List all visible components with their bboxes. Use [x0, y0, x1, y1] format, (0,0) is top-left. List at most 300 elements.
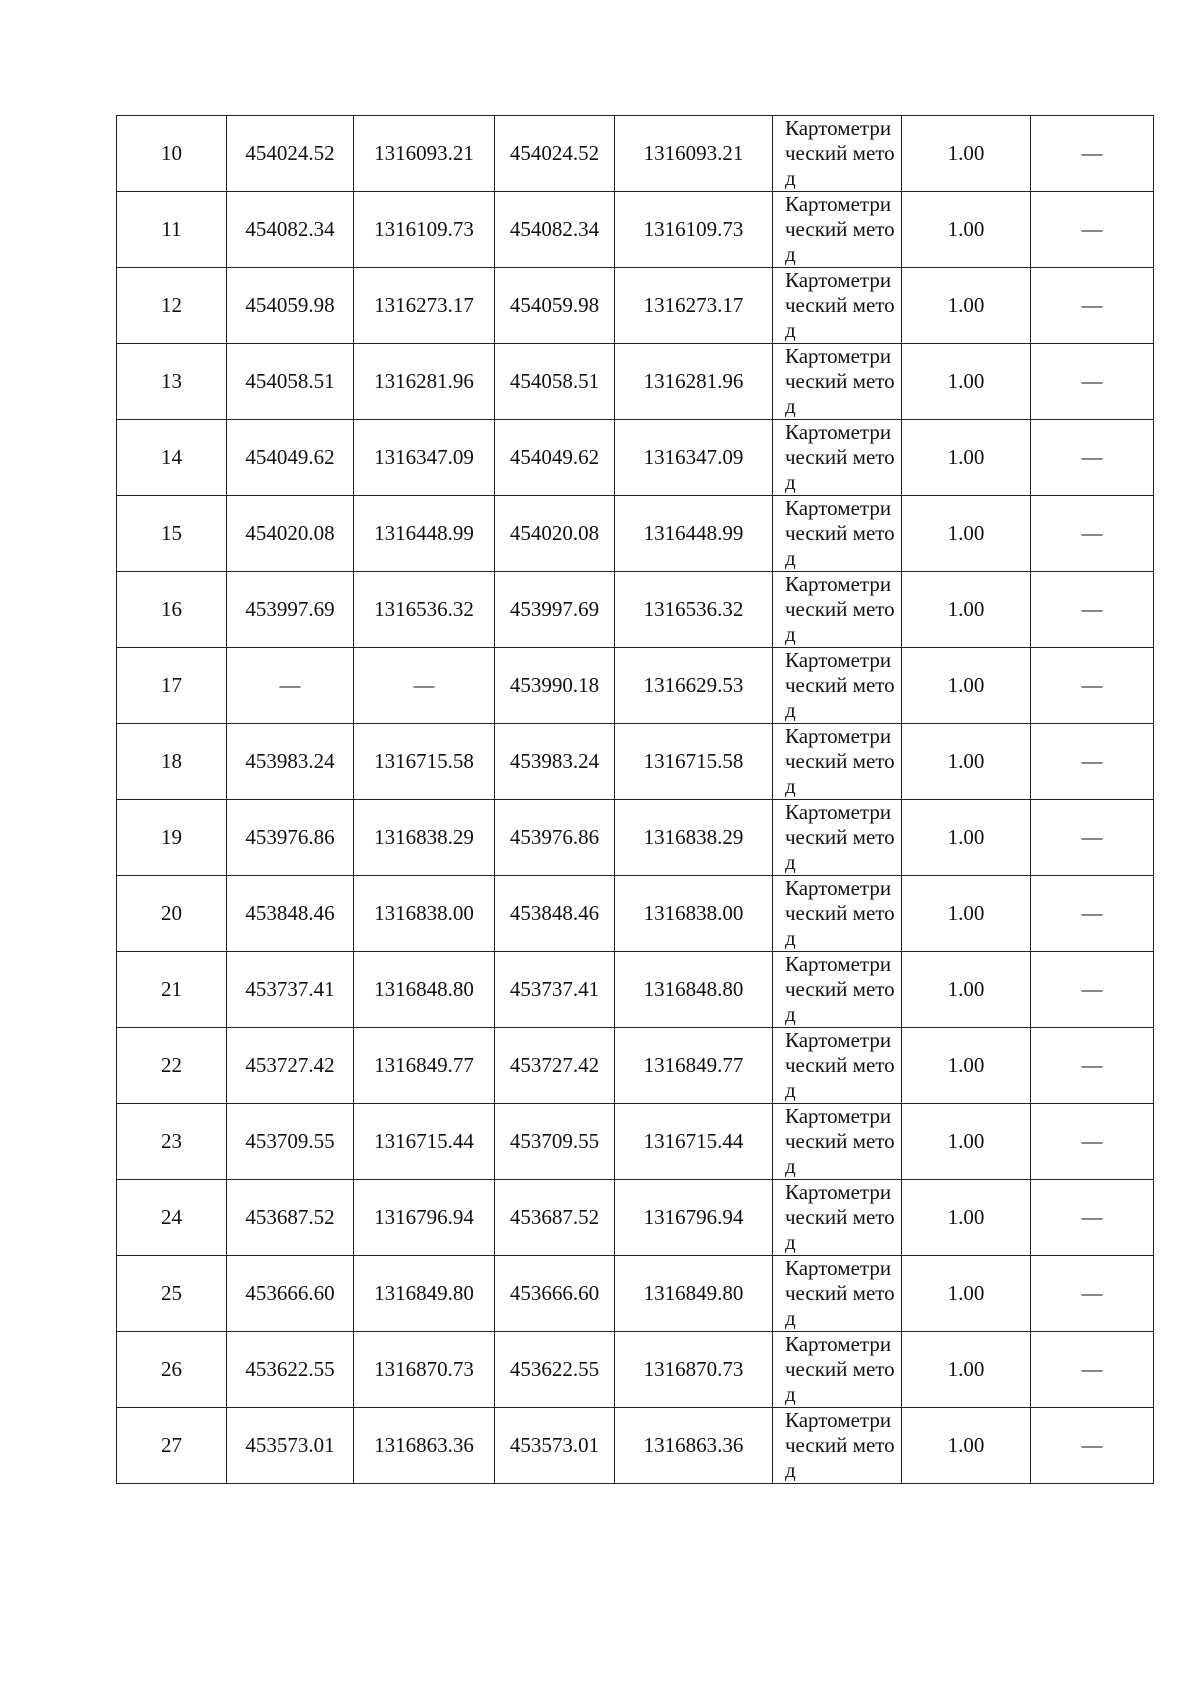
accuracy-cell [902, 1256, 1031, 1332]
method-cell [773, 876, 902, 952]
table-row [117, 1180, 1154, 1256]
method-cell [773, 420, 902, 496]
note-cell [1031, 344, 1154, 420]
accuracy-value: 1.00 [947, 977, 985, 1001]
note-cell [1031, 496, 1154, 572]
point-number-value: 10 [161, 141, 182, 165]
accuracy-value: 1.00 [947, 1357, 985, 1381]
note-value: — [1081, 1129, 1103, 1153]
refined-x-value: 453983.24 [509, 749, 600, 773]
existing-x-cell [227, 724, 354, 800]
existing-y-cell [354, 344, 495, 420]
method-cell [773, 1408, 902, 1484]
refined-x-value: 453687.52 [509, 1205, 600, 1229]
existing-y-cell [354, 952, 495, 1028]
refined-y-cell [615, 1104, 773, 1180]
method-cell [773, 1256, 902, 1332]
refined-x-cell [495, 1104, 615, 1180]
note-value: — [1081, 749, 1103, 773]
point-number-cell [117, 420, 227, 496]
refined-y-cell [615, 800, 773, 876]
method-text: Картометрический метод [785, 496, 895, 570]
refined-y-value: 1316273.17 [643, 293, 744, 317]
refined-x-value: 453976.86 [509, 825, 600, 849]
table-row [117, 1028, 1154, 1104]
accuracy-cell [902, 800, 1031, 876]
point-number-cell [117, 1180, 227, 1256]
method-cell [773, 724, 902, 800]
existing-y-value: 1316848.80 [374, 977, 474, 1001]
point-number-cell [117, 1104, 227, 1180]
existing-y-value: 1316849.77 [374, 1053, 474, 1077]
existing-x-value: 453997.69 [245, 597, 335, 621]
point-number-value: 24 [161, 1205, 182, 1229]
refined-x-value: 454058.51 [509, 369, 600, 393]
note-value: — [1081, 1205, 1103, 1229]
table-row [117, 1408, 1154, 1484]
point-number-cell [117, 1332, 227, 1408]
point-number-value: 20 [161, 901, 182, 925]
refined-x-value: 454059.98 [509, 293, 600, 317]
refined-y-cell [615, 420, 773, 496]
refined-x-value: 454049.62 [509, 445, 600, 469]
note-cell [1031, 1180, 1154, 1256]
point-number-cell [117, 1408, 227, 1484]
note-cell [1031, 116, 1154, 192]
refined-x-value: 453737.41 [509, 977, 600, 1001]
method-text: Картометрический метод [785, 1104, 895, 1178]
table-row [117, 952, 1154, 1028]
note-value: — [1081, 1433, 1103, 1457]
method-text: Картометрический метод [785, 572, 895, 646]
note-value: — [1081, 293, 1103, 317]
accuracy-value: 1.00 [947, 1205, 985, 1229]
existing-y-value: 1316448.99 [374, 521, 474, 545]
existing-x-value: 453622.55 [245, 1357, 335, 1381]
method-text: Картометрический метод [785, 1180, 895, 1254]
note-value: — [1081, 1357, 1103, 1381]
point-number-cell [117, 344, 227, 420]
point-number-value: 12 [161, 293, 182, 317]
accuracy-value: 1.00 [947, 521, 985, 545]
note-cell [1031, 1256, 1154, 1332]
method-text: Картометрический метод [785, 952, 895, 1026]
note-cell [1031, 1104, 1154, 1180]
refined-x-cell [495, 192, 615, 268]
refined-x-value: 453622.55 [509, 1357, 600, 1381]
refined-x-cell [495, 952, 615, 1028]
accuracy-value: 1.00 [947, 825, 985, 849]
existing-x-cell [227, 800, 354, 876]
refined-y-cell [615, 1332, 773, 1408]
refined-x-cell [495, 1256, 615, 1332]
refined-x-value: 454024.52 [509, 141, 600, 165]
existing-x-value: 454049.62 [245, 445, 335, 469]
existing-x-cell [227, 1104, 354, 1180]
refined-x-value: 453709.55 [509, 1129, 600, 1153]
refined-y-value: 1316281.96 [643, 369, 744, 393]
accuracy-cell [902, 648, 1031, 724]
note-cell [1031, 1332, 1154, 1408]
refined-y-value: 1316715.44 [643, 1129, 744, 1153]
note-cell [1031, 1408, 1154, 1484]
refined-y-value: 1316109.73 [643, 217, 744, 241]
point-number-value: 14 [161, 445, 182, 469]
accuracy-cell [902, 344, 1031, 420]
refined-x-value: 454082.34 [509, 217, 600, 241]
accuracy-cell [902, 724, 1031, 800]
refined-x-cell [495, 116, 615, 192]
method-cell [773, 344, 902, 420]
point-number-value: 25 [161, 1281, 182, 1305]
existing-x-cell [227, 344, 354, 420]
existing-y-value: 1316715.44 [374, 1129, 474, 1153]
existing-x-value: 454024.52 [245, 141, 335, 165]
existing-y-value: 1316093.21 [374, 141, 474, 165]
existing-y-value: 1316870.73 [374, 1357, 474, 1381]
existing-y-value: 1316536.32 [374, 597, 474, 621]
existing-x-value: 453709.55 [245, 1129, 335, 1153]
refined-y-cell [615, 1180, 773, 1256]
existing-x-value: 454082.34 [245, 217, 335, 241]
accuracy-cell [902, 116, 1031, 192]
refined-y-value: 1316093.21 [643, 141, 744, 165]
existing-y-cell [354, 1408, 495, 1484]
existing-x-cell [227, 496, 354, 572]
refined-y-cell [615, 648, 773, 724]
accuracy-value: 1.00 [947, 597, 985, 621]
method-text: Картометрический метод [785, 876, 895, 950]
existing-y-value: 1316838.29 [374, 825, 474, 849]
point-number-cell [117, 876, 227, 952]
refined-y-value: 1316863.36 [643, 1433, 744, 1457]
existing-x-value: 453976.86 [245, 825, 335, 849]
existing-y-cell [354, 496, 495, 572]
accuracy-value: 1.00 [947, 1281, 985, 1305]
refined-x-cell [495, 1408, 615, 1484]
accuracy-cell [902, 268, 1031, 344]
method-text: Картометрический метод [785, 1332, 895, 1406]
accuracy-cell [902, 1104, 1031, 1180]
refined-y-cell [615, 268, 773, 344]
note-cell [1031, 724, 1154, 800]
existing-x-value: 453727.42 [245, 1053, 335, 1077]
existing-y-cell [354, 1332, 495, 1408]
method-text: Картометрический метод [785, 420, 895, 494]
existing-y-cell [354, 876, 495, 952]
refined-y-value: 1316448.99 [643, 521, 744, 545]
existing-y-cell [354, 192, 495, 268]
point-number-value: 21 [161, 977, 182, 1001]
note-value: — [1081, 1281, 1103, 1305]
existing-x-cell [227, 192, 354, 268]
existing-x-cell [227, 1408, 354, 1484]
note-value: — [1081, 521, 1103, 545]
note-cell [1031, 268, 1154, 344]
point-number-value: 22 [161, 1053, 182, 1077]
existing-y-cell [354, 1104, 495, 1180]
refined-x-value: 453997.69 [509, 597, 600, 621]
refined-x-cell [495, 572, 615, 648]
existing-x-cell [227, 116, 354, 192]
refined-y-value: 1316838.29 [643, 825, 744, 849]
accuracy-value: 1.00 [947, 141, 985, 165]
refined-y-cell [615, 496, 773, 572]
existing-y-value: 1316273.17 [374, 293, 474, 317]
refined-y-cell [615, 724, 773, 800]
existing-y-cell [354, 800, 495, 876]
table-row [117, 1104, 1154, 1180]
refined-y-cell [615, 876, 773, 952]
method-text: Картометрический метод [785, 1028, 895, 1102]
point-number-value: 18 [161, 749, 182, 773]
refined-y-value: 1316838.00 [643, 901, 744, 925]
refined-x-cell [495, 268, 615, 344]
accuracy-value: 1.00 [947, 1053, 985, 1077]
accuracy-cell [902, 1408, 1031, 1484]
refined-x-value: 453990.18 [509, 673, 600, 697]
refined-y-value: 1316848.80 [643, 977, 744, 1001]
note-value: — [1081, 445, 1103, 469]
method-cell [773, 1028, 902, 1104]
existing-y-cell [354, 116, 495, 192]
refined-y-value: 1316536.32 [643, 597, 744, 621]
method-cell [773, 268, 902, 344]
note-value: — [1081, 597, 1103, 621]
point-number-cell [117, 572, 227, 648]
accuracy-value: 1.00 [947, 369, 985, 393]
point-number-cell [117, 952, 227, 1028]
existing-x-value: 454058.51 [245, 369, 335, 393]
existing-y-cell [354, 1028, 495, 1104]
refined-y-cell [615, 572, 773, 648]
note-cell [1031, 800, 1154, 876]
existing-y-cell [354, 1180, 495, 1256]
table-row [117, 116, 1154, 192]
method-cell [773, 572, 902, 648]
refined-x-value: 454020.08 [509, 521, 600, 545]
coordinates-table [116, 115, 1154, 1484]
point-number-cell [117, 192, 227, 268]
note-cell [1031, 952, 1154, 1028]
existing-y-cell [354, 1256, 495, 1332]
existing-x-cell [227, 1180, 354, 1256]
note-value: — [1081, 977, 1103, 1001]
existing-x-cell [227, 572, 354, 648]
table-row [117, 496, 1154, 572]
note-cell [1031, 1028, 1154, 1104]
existing-y-value: 1316347.09 [374, 445, 474, 469]
existing-x-cell [227, 420, 354, 496]
accuracy-cell [902, 1180, 1031, 1256]
method-cell [773, 800, 902, 876]
refined-x-cell [495, 1332, 615, 1408]
refined-y-value: 1316796.94 [643, 1205, 744, 1229]
existing-y-cell [354, 572, 495, 648]
refined-y-value: 1316347.09 [643, 445, 744, 469]
method-cell [773, 1332, 902, 1408]
existing-y-value: 1316838.00 [374, 901, 474, 925]
point-number-value: 27 [161, 1433, 182, 1457]
refined-x-cell [495, 420, 615, 496]
existing-y-value: 1316281.96 [374, 369, 474, 393]
accuracy-cell [902, 876, 1031, 952]
refined-y-cell [615, 1028, 773, 1104]
refined-x-value: 453573.01 [509, 1433, 600, 1457]
point-number-cell [117, 1256, 227, 1332]
accuracy-value: 1.00 [947, 749, 985, 773]
note-value: — [1081, 141, 1103, 165]
method-cell [773, 496, 902, 572]
existing-x-value: 454020.08 [245, 521, 335, 545]
table-row [117, 800, 1154, 876]
refined-x-cell [495, 1028, 615, 1104]
point-number-value: 26 [161, 1357, 182, 1381]
point-number-cell [117, 724, 227, 800]
accuracy-cell [902, 192, 1031, 268]
table-row [117, 648, 1154, 724]
existing-x-cell [227, 268, 354, 344]
existing-x-cell [227, 648, 354, 724]
refined-x-cell [495, 648, 615, 724]
table-row [117, 268, 1154, 344]
accuracy-cell [902, 572, 1031, 648]
note-value: — [1081, 217, 1103, 241]
point-number-cell [117, 1028, 227, 1104]
accuracy-value: 1.00 [947, 293, 985, 317]
existing-y-cell [354, 420, 495, 496]
existing-y-cell [354, 648, 495, 724]
accuracy-value: 1.00 [947, 673, 985, 697]
existing-y-value: 1316715.58 [374, 749, 474, 773]
note-cell [1031, 572, 1154, 648]
refined-y-value: 1316849.80 [643, 1281, 744, 1305]
note-cell [1031, 192, 1154, 268]
existing-x-cell [227, 876, 354, 952]
refined-y-value: 1316629.53 [643, 673, 744, 697]
refined-x-cell [495, 344, 615, 420]
existing-x-value: 453687.52 [245, 1205, 335, 1229]
refined-y-cell [615, 952, 773, 1028]
point-number-cell [117, 648, 227, 724]
table-row [117, 344, 1154, 420]
accuracy-value: 1.00 [947, 1433, 985, 1457]
method-text: Картометрический метод [785, 268, 895, 342]
existing-y-cell [354, 724, 495, 800]
method-text: Картометрический метод [785, 192, 895, 266]
method-cell [773, 116, 902, 192]
refined-y-cell [615, 1256, 773, 1332]
note-cell [1031, 648, 1154, 724]
refined-x-cell [495, 800, 615, 876]
existing-x-cell [227, 1332, 354, 1408]
accuracy-value: 1.00 [947, 445, 985, 469]
table-row [117, 420, 1154, 496]
point-number-value: 17 [161, 673, 182, 697]
accuracy-cell [902, 496, 1031, 572]
point-number-value: 15 [161, 521, 182, 545]
refined-x-value: 453666.60 [509, 1281, 600, 1305]
accuracy-cell [902, 1028, 1031, 1104]
accuracy-cell [902, 952, 1031, 1028]
refined-y-value: 1316715.58 [643, 749, 744, 773]
table-row [117, 724, 1154, 800]
note-cell [1031, 420, 1154, 496]
existing-y-value: 1316109.73 [374, 217, 474, 241]
accuracy-value: 1.00 [947, 1129, 985, 1153]
table-row [117, 572, 1154, 648]
table-row [117, 1256, 1154, 1332]
existing-x-cell [227, 952, 354, 1028]
refined-y-cell [615, 192, 773, 268]
point-number-cell [117, 116, 227, 192]
existing-x-value: 453983.24 [245, 749, 335, 773]
table-row [117, 876, 1154, 952]
point-number-cell [117, 496, 227, 572]
accuracy-value: 1.00 [947, 217, 985, 241]
existing-x-value: 453848.46 [245, 901, 335, 925]
method-cell [773, 1180, 902, 1256]
method-cell [773, 648, 902, 724]
point-number-value: 11 [161, 217, 182, 241]
method-text: Картометрический метод [785, 800, 895, 874]
refined-x-cell [495, 876, 615, 952]
refined-y-cell [615, 116, 773, 192]
refined-y-value: 1316849.77 [643, 1053, 744, 1077]
method-text: Картометрический метод [785, 116, 895, 190]
accuracy-cell [902, 1332, 1031, 1408]
method-text: Картометрический метод [785, 1256, 895, 1330]
existing-x-value: 453573.01 [245, 1433, 335, 1457]
point-number-value: 19 [161, 825, 182, 849]
existing-x-value: — [279, 673, 301, 697]
method-text: Картометрический метод [785, 648, 895, 722]
table-row [117, 1332, 1154, 1408]
existing-x-cell [227, 1256, 354, 1332]
refined-x-cell [495, 1180, 615, 1256]
accuracy-value: 1.00 [947, 901, 985, 925]
existing-y-value: — [413, 673, 435, 697]
point-number-cell [117, 800, 227, 876]
method-text: Картометрический метод [785, 724, 895, 798]
refined-x-cell [495, 496, 615, 572]
existing-x-value: 453666.60 [245, 1281, 335, 1305]
method-cell [773, 952, 902, 1028]
method-text: Картометрический метод [785, 1408, 895, 1482]
method-text: Картометрический метод [785, 344, 895, 418]
refined-y-cell [615, 344, 773, 420]
existing-x-value: 454059.98 [245, 293, 335, 317]
refined-x-value: 453848.46 [509, 901, 600, 925]
note-value: — [1081, 825, 1103, 849]
note-value: — [1081, 1053, 1103, 1077]
note-value: — [1081, 901, 1103, 925]
refined-y-value: 1316870.73 [643, 1357, 744, 1381]
note-cell [1031, 876, 1154, 952]
point-number-value: 16 [161, 597, 182, 621]
table-row [117, 192, 1154, 268]
existing-x-cell [227, 1028, 354, 1104]
refined-x-cell [495, 724, 615, 800]
existing-y-cell [354, 268, 495, 344]
existing-y-value: 1316796.94 [374, 1205, 474, 1229]
existing-y-value: 1316863.36 [374, 1433, 474, 1457]
point-number-value: 23 [161, 1129, 182, 1153]
table-body [117, 116, 1154, 1484]
point-number-value: 13 [161, 369, 182, 393]
refined-x-value: 453727.42 [509, 1053, 600, 1077]
note-value: — [1081, 369, 1103, 393]
